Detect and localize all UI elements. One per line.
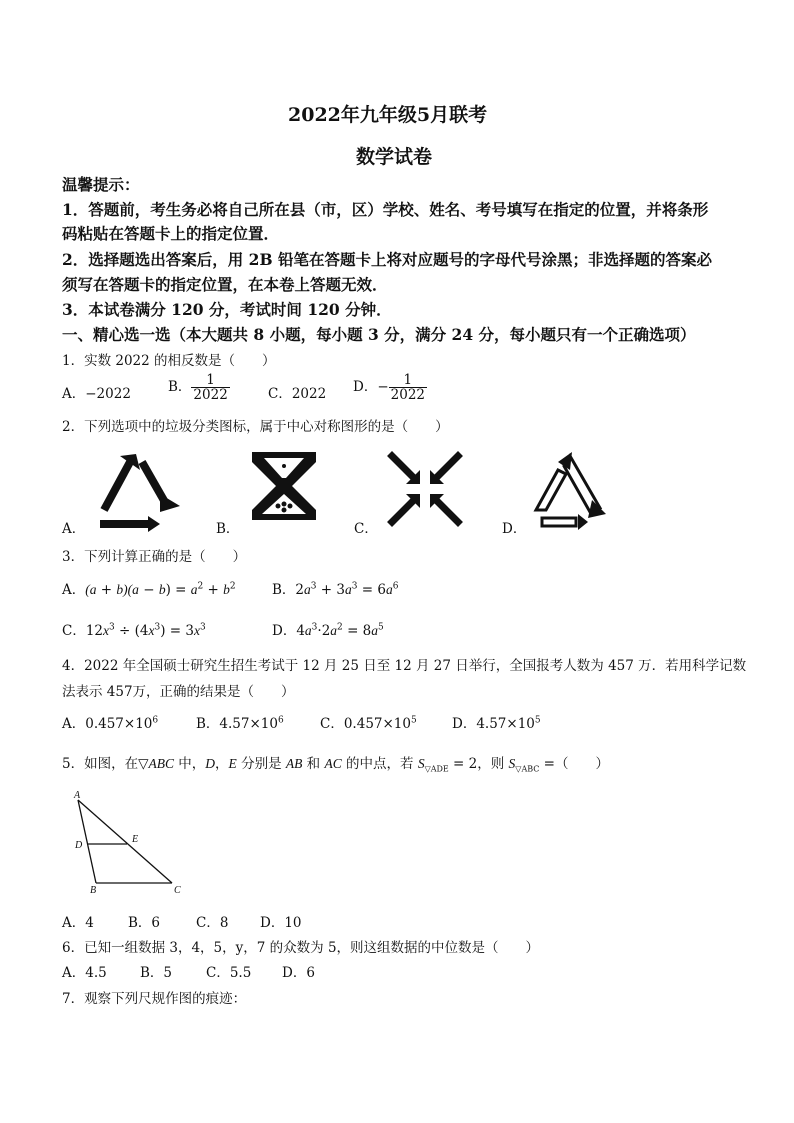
inward-arrows-icon — [386, 450, 464, 528]
q1-option-a: A．−2022 — [62, 386, 131, 402]
q6-option-c: C．5.5 — [206, 965, 252, 981]
q3-option-a-label: A． — [62, 582, 86, 598]
q4-option-b-label: B． — [196, 716, 220, 732]
hourglass-icon — [248, 448, 320, 524]
q5-triangle-figure — [70, 790, 190, 900]
q1-option-d — [353, 373, 427, 402]
q4-option-a-label: A． — [62, 716, 86, 732]
q1-b-numerator: 1 — [191, 373, 229, 388]
page-subtitle: 数学试卷 — [356, 146, 433, 168]
q4-option-a: A．$0.457\times 10^6$ — [62, 715, 159, 732]
q4-stem-line-2: 法表示 457万，正确的结果是（ ） — [62, 684, 295, 700]
q4-stem-line-1: 4．2022 年全国硕士研究生招生考试于 12 月 25 日至 12 月 27 日举行，全国报考人数为 457 万．若用科学记数 — [62, 658, 747, 674]
q4-option-c-label: C． — [320, 716, 344, 732]
q5-stem-lead: 5．如图，在 — [62, 756, 139, 772]
q6-stem: 6．已知一组数据 3，4，5，y，7 的众数为 5，则这组数据的中位数是（ ） — [62, 940, 540, 956]
q1-option-b — [168, 373, 230, 402]
tip-2-line-2: 须写在答题卡的指定位置，在本卷上答题无效． — [62, 275, 388, 294]
q2-option-b: B． — [216, 521, 240, 537]
q1-option-b-label: B． — [168, 379, 192, 396]
q6-option-a: A．4.5 — [62, 965, 107, 981]
q3-option-d: D．$4a^3\cdot 2a^2 = 8a^5$ — [272, 622, 384, 639]
q5-option-d: D．10 — [260, 915, 302, 931]
q1-option-d-fraction — [389, 373, 427, 402]
q5-option-a: A．4 — [62, 915, 94, 931]
q7-stem: 7．观察下列尺规作图的痕迹： — [62, 991, 247, 1007]
q1-option-d-label: D．− — [353, 379, 389, 396]
q5-option-c: C．8 — [196, 915, 229, 931]
vertex-label-e: E — [132, 834, 139, 845]
q3-stem: 3．下列计算正确的是（ ） — [62, 549, 247, 565]
tip-1-line-2: 码粘贴在答题卡上的指定位置． — [62, 224, 280, 243]
q1-d-denominator: 2022 — [390, 387, 425, 404]
q1-d-numerator: 1 — [389, 373, 427, 388]
q1-option-b-fraction — [191, 373, 229, 402]
q1-stem: 1．实数 2022 的相反数是（ ） — [62, 353, 276, 369]
q3-option-a: A．$(a + b)(a - b) = a^2 + b^2$ — [62, 581, 236, 598]
vertex-label-b: B — [90, 885, 97, 896]
q3-option-d-label: D． — [272, 623, 297, 639]
q3-option-b-label: B． — [272, 582, 296, 598]
q3-option-b: B．$2a^3 + 3a^3 = 6a^6$ — [272, 581, 399, 598]
q3-option-c: C．$12x^3 \div (4x^3) = 3x^3$ — [62, 622, 206, 639]
q3-option-c-label: C． — [62, 623, 86, 639]
q2-stem: 2．下列选项中的垃圾分类图标，属于中心对称图形的是（ ） — [62, 419, 449, 435]
tip-2-line-1: 2．选择题选出答案后，用 2B 铅笔在答题卡上将对应题号的字母代号涂黑；非选择题的答案必 — [62, 250, 712, 269]
q5-stem: 5．如图，在▽ABC 中，D，E 分别是 AB 和 AC 的中点，若 $S_{▽ADE} = 2$，则 $S_{▽ABC}$ =（ ） — [62, 756, 609, 774]
q2-option-d: D． — [502, 521, 527, 537]
q4-option-b: B．$4.57\times 10^6$ — [196, 715, 284, 732]
q5-option-b: B．6 — [128, 915, 161, 931]
q1-b-denominator: 2022 — [193, 387, 228, 404]
recycle-arrows-icon — [90, 448, 185, 533]
q4-option-c: C．$0.457\times 10^5$ — [320, 715, 417, 732]
vertex-label-c: C — [174, 885, 181, 896]
q2-option-a: A． — [62, 521, 86, 537]
tips-heading: 温馨提示： — [62, 175, 140, 194]
vertex-label-a: A — [74, 790, 81, 801]
q2-option-c: C． — [354, 521, 378, 537]
tip-3: 3．本试卷满分 120 分，考试时间 120 分钟． — [62, 300, 392, 319]
q6-option-b: B．5 — [140, 965, 173, 981]
page-title: 2022年九年级5月联考 — [288, 104, 488, 126]
section-1-heading: 一、精心选一选（本大题共 8 小题，每小题 3 分，满分 24 分，每小题只有一个正确选项） — [62, 325, 696, 344]
tip-1-line-1: 1．答题前，考生务必将自己所在县（市，区）学校、姓名、考号填写在指定的位置，并将条形 — [62, 200, 709, 219]
recycle-outline-icon — [528, 448, 608, 530]
q4-option-d: D．$4.57\times 10^5$ — [452, 715, 541, 732]
q1-option-c: C．2022 — [268, 386, 327, 402]
q6-option-d: D．6 — [282, 965, 315, 981]
q4-option-d-label: D． — [452, 716, 477, 732]
vertex-label-d: D — [75, 840, 83, 851]
